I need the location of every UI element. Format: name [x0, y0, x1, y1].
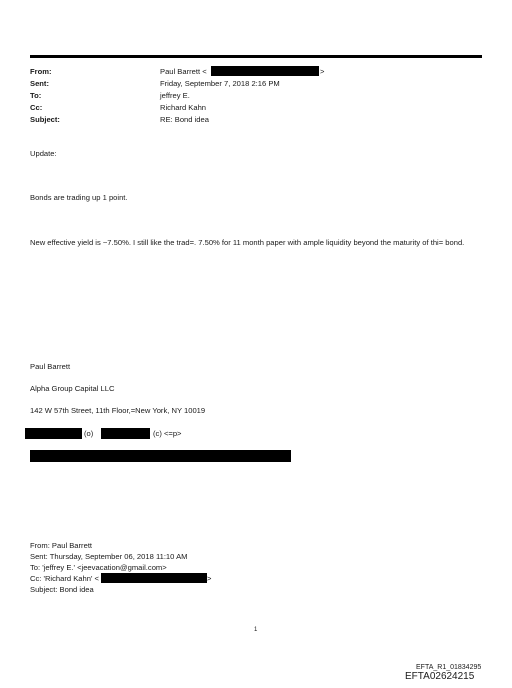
footer-id-1: EFTA_R1_01834295 — [416, 664, 482, 671]
redaction-bar — [101, 428, 150, 439]
from-value-suffix: > — [320, 67, 325, 76]
quoted-sent: Sent: Thursday, September 06, 2018 11:10 AM — [30, 552, 188, 561]
signature-office-suffix: (o) — [84, 429, 94, 438]
sent-value: Friday, September 7, 2018 2:16 PM — [160, 79, 280, 88]
body-line-1: Bonds are trading up 1 point. — [30, 193, 128, 202]
cc-value: Richard Kahn — [160, 103, 207, 112]
signature-cell-suffix: (c) <=p> — [153, 429, 182, 438]
to-value: jeffrey E. — [160, 91, 190, 100]
body-update: Update: — [30, 149, 57, 158]
footer-id-2: EFTA02624215 — [405, 671, 475, 682]
redaction-bar — [30, 450, 291, 462]
quoted-from: From: Paul Barrett — [30, 541, 93, 550]
subject-label: Subject: — [30, 115, 60, 124]
quoted-cc-suffix: > — [207, 574, 212, 583]
to-label: To: — [30, 91, 42, 100]
signature-company: Alpha Group Capital LLC — [30, 384, 115, 393]
quoted-cc: Cc: 'Richard Kahn' < — [30, 574, 99, 583]
sent-label: Sent: — [30, 79, 49, 88]
signature-address: 142 W 57th Street, 11th Floor,=New York, NY 10019 — [30, 406, 206, 415]
from-label: From: — [30, 67, 52, 76]
page-number: 1 — [254, 627, 258, 633]
quoted-to: To: 'jeffrey E.' <jeevacation@gmail.com> — [30, 563, 167, 572]
subject-value: RE: Bond idea — [160, 115, 209, 124]
redaction-bar — [211, 66, 319, 76]
signature-name: Paul Barrett — [30, 362, 71, 371]
redaction-bar — [25, 428, 82, 439]
cc-label: Cc: — [30, 103, 43, 112]
header-rule — [30, 55, 482, 58]
redaction-bar — [101, 573, 207, 583]
body-line-2: New effective yield is ~7.50%. I still like the trad=. 7.50% for 11 month paper with ample liquidity beyond the maturity of thi= bond. — [30, 238, 465, 247]
quoted-subject: Subject: Bond idea — [30, 585, 94, 594]
from-value: Paul Barrett < — [160, 67, 207, 76]
